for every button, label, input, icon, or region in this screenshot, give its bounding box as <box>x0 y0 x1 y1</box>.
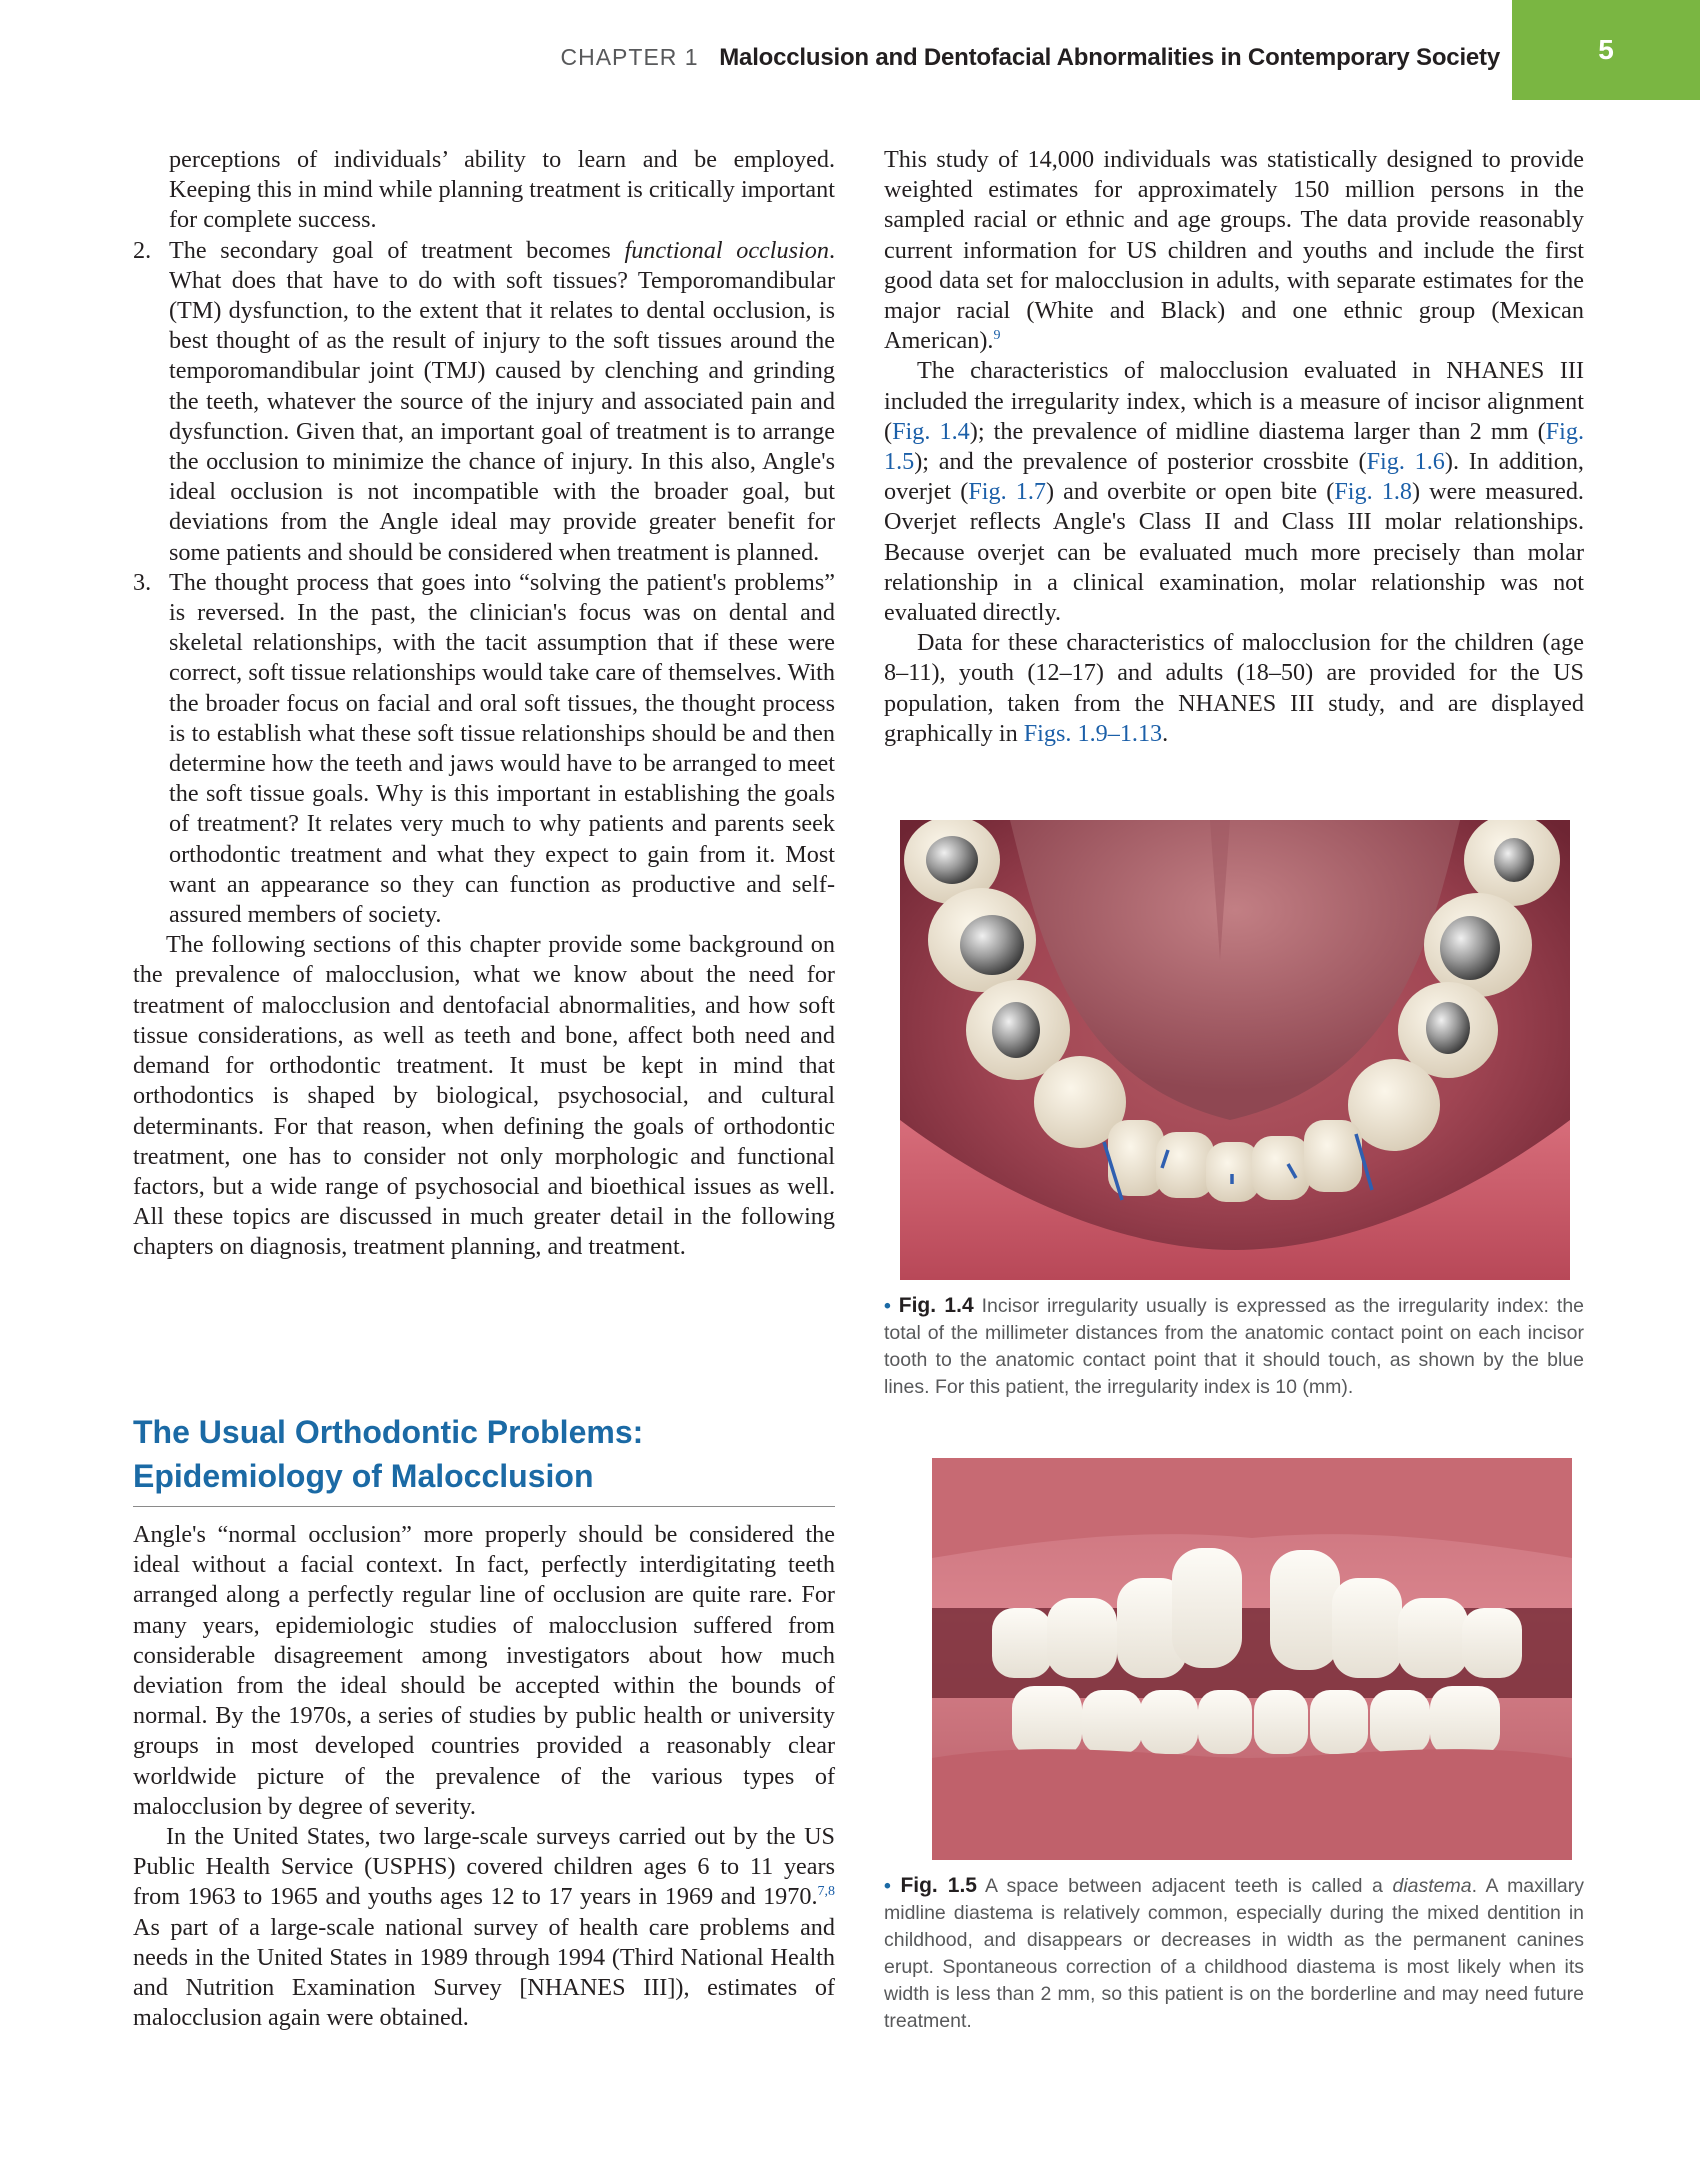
figure-label: Fig. 1.5 <box>900 1874 977 1897</box>
list-item-1-continuation: perceptions of individuals’ ability to learn and be employed. Keeping this in mind while planning treatment is critically important for complete success. <box>169 146 835 234</box>
caption-text: . A maxillary midline diastema is relatively common, especially during the mixed dentition in childhood, and disappears or decreases in width as the permanent canines erupt. Spontaneous correction of a childhood diastema is most likely when its width is less than 2 mm, so this patient is on the borderline and may need future treatment. <box>884 1875 1584 2032</box>
body-paragraph <box>884 628 1584 749</box>
section-heading-line2: Epidemiology of Malocclusion <box>133 1458 594 1494</box>
figure-link[interactable]: Figs. 1.9–1.13 <box>1023 719 1163 747</box>
paragraph-text: The characteristics of malocclusion evaluated in NHANES III included the irregularity index, which is a measure of incisor alignment ( <box>884 357 1584 445</box>
section-heading <box>133 1410 835 1507</box>
section-body <box>133 1520 835 2033</box>
citation-ref[interactable]: 9 <box>993 328 1001 344</box>
caption-text: A space between adjacent teeth is called a <box>984 1875 1393 1897</box>
figure-1-4-caption <box>884 1292 1584 1401</box>
running-head <box>500 44 1500 72</box>
chapter-title: Malocclusion and Dentofacial Abnormalities in Contemporary Society <box>719 44 1500 71</box>
list-number: 3. <box>133 568 152 596</box>
paragraph-text: In the United States, two large-scale surveys carried out by the US Public Health Service (USPHS) covered children ages 6 to 11 years from 1963 to 1965 and youths ages 12 to 17 years in 1969 and 1970. <box>133 1823 835 1911</box>
citation-ref[interactable]: 7,8 <box>817 1884 835 1900</box>
body-paragraph <box>884 145 1584 356</box>
paragraph-text: ); the prevalence of midline diastema larger than 2 mm ( <box>969 417 1546 445</box>
list-text: The secondary goal of treatment becomes <box>169 236 625 264</box>
left-column <box>133 145 835 1263</box>
paragraph-text: Data for these characteristics of malocclusion for the children (age 8–11), youth (12–17) and adults (18–50) are provided for the US population, taken from the NHANES III study, and are displayed graphically in <box>884 629 1584 747</box>
list-number: 2. <box>133 236 152 264</box>
page-number-tab <box>1512 0 1700 100</box>
figure-1-5-caption <box>884 1872 1584 2035</box>
list-text: . What does that have to do with soft tissues? Temporomandibular (TM) dysfunction, to the extent that it relates to dental occlusion, is best thought of as the result of injury to the soft tissues around the temporomandibular joint (TMJ) caused by clenching and grinding the teeth, whatever the source of the injury and associated pain and dysfunction. Given that, an important goal of treatment is to arrange the occlusion to minimize the chance of injury. In this also, Angle's ideal occlusion is not incompatible with the broader goal, but deviations from the Angle ideal may provide greater benefit for some patients and should be considered when treatment is planned. <box>169 236 835 566</box>
lower-arch-illustration <box>900 820 1570 1280</box>
list-text: The thought process that goes into “solving the patient's problems” is reversed. In the past, the clinician's focus was on dental and skeletal relationships, with the tacit assumption that if these were correct, soft tissue relationships would take care of themselves. With the broader focus on facial and oral soft tissues, the thought process is to establish what these soft tissue relationships should be and then determine how the teeth and jaws would have to be arranged to meet the soft tissue goals. Why is this important in establishing the goals of treatment? It relates very much to why patients and parents seek orthodontic treatment and what they expect to gain from it. Most want an appearance so they can function as productive and self-assured members of society. <box>169 568 835 929</box>
figure-link[interactable]: Fig. 1.7 <box>968 478 1046 506</box>
paragraph-text: ) and overbite or open bite ( <box>1045 478 1335 506</box>
paragraph-text: ); and the prevalence of posterior crossbite ( <box>914 448 1367 476</box>
caption-emphasis: diastema <box>1392 1875 1472 1897</box>
figure-1-4-photo <box>900 820 1570 1280</box>
caption-text: Incisor irregularity usually is expressed as the irregularity index: the total of the millimeter distances from the anatomic contact point on each incisor tooth to the anatomic contact point that it should touch, as shown by the blue lines. For this patient, the irregularity index is 10 (mm). <box>884 1295 1585 1398</box>
body-paragraph: Angle's “normal occlusion” more properly should be considered the ideal without a facial context. In fact, perfectly interdigitating teeth arranged along a perfectly regular line of occlusion are quite rare. For many years, epidemiologic studies of malocclusion suffered from considerable disagreement among investigators about how much deviation from the ideal should be accepted within the bounds of normal. By the 1970s, a series of studies by public health or university groups in most developed countries provided a reasonably clear worldwide picture of the prevalence of the various types of malocclusion by degree of severity. <box>133 1521 835 1820</box>
caption-bullet: • <box>884 1295 891 1317</box>
page-number: 5 <box>1598 34 1614 65</box>
paragraph-text: As part of a large-scale national survey of health care problems and needs in the United States in 1989 through 1994 (Third National Health and Nutrition Examination Survey [NHANES III]), estimates of malocclusion again were obtained. <box>133 1913 835 2032</box>
right-column <box>884 145 1584 749</box>
body-paragraph <box>884 356 1584 628</box>
caption-bullet: • <box>884 1875 891 1897</box>
emphasis-text: functional occlusion <box>624 236 829 264</box>
figure-link[interactable]: Fig. 1.6 <box>1366 448 1445 476</box>
section-heading-line1: The Usual Orthodontic Problems: <box>133 1414 644 1450</box>
figure-link[interactable]: Fig. 1.8 <box>1334 478 1412 506</box>
figure-label: Fig. 1.4 <box>898 1294 974 1317</box>
paragraph-text: ). In addition, overjet ( <box>884 448 1584 506</box>
body-paragraph: The following sections of this chapter provide some background on the prevalence of malocclusion, what we know about the need for treatment of malocclusion and dentofacial abnormalities, and how soft tissue considerations, as well as teeth and bone, affect both need and demand for orthodontic treatment. It must be kept in mind that orthodontics is shaped by biological, psychosocial, and cultural determinants. For that reason, when defining the goals of orthodontic treatment, one has to consider not only morphologic and functional factors, but a wide range of psychosocial and bioethical issues as well. All these topics are discussed in much greater detail in the following chapters on diagnosis, treatment planning, and treatment. <box>133 931 835 1261</box>
paragraph-text: This study of 14,000 individuals was statistically designed to provide weighted estimates for approximately 150 million persons in the sampled racial or ethnic and age groups. The data provide reasonably current information for US children and youths and include the first good data set for malocclusion in adults, with separate estimates for the major racial (White and Black) and one ethnic group (Mexican American). <box>884 146 1584 355</box>
list-item-2 <box>133 236 835 568</box>
list-item-3 <box>133 568 835 930</box>
body-paragraph <box>133 1822 835 2033</box>
diastema-illustration <box>932 1458 1572 1860</box>
paragraph-text: ) were measured. Overjet reflects Angle's Class II and Class III molar relationships. Because overjet can be evaluated much more precisely than molar relationship in a clinical examination, molar relationship was not evaluated directly. <box>884 478 1584 627</box>
figure-1-5-photo <box>932 1458 1572 1860</box>
paragraph-text: . <box>1162 719 1169 747</box>
chapter-label: CHAPTER 1 <box>560 44 699 70</box>
figure-link[interactable]: Fig. 1.4 <box>892 417 970 445</box>
figure-link[interactable]: Fig. 1.5 <box>884 417 1584 476</box>
